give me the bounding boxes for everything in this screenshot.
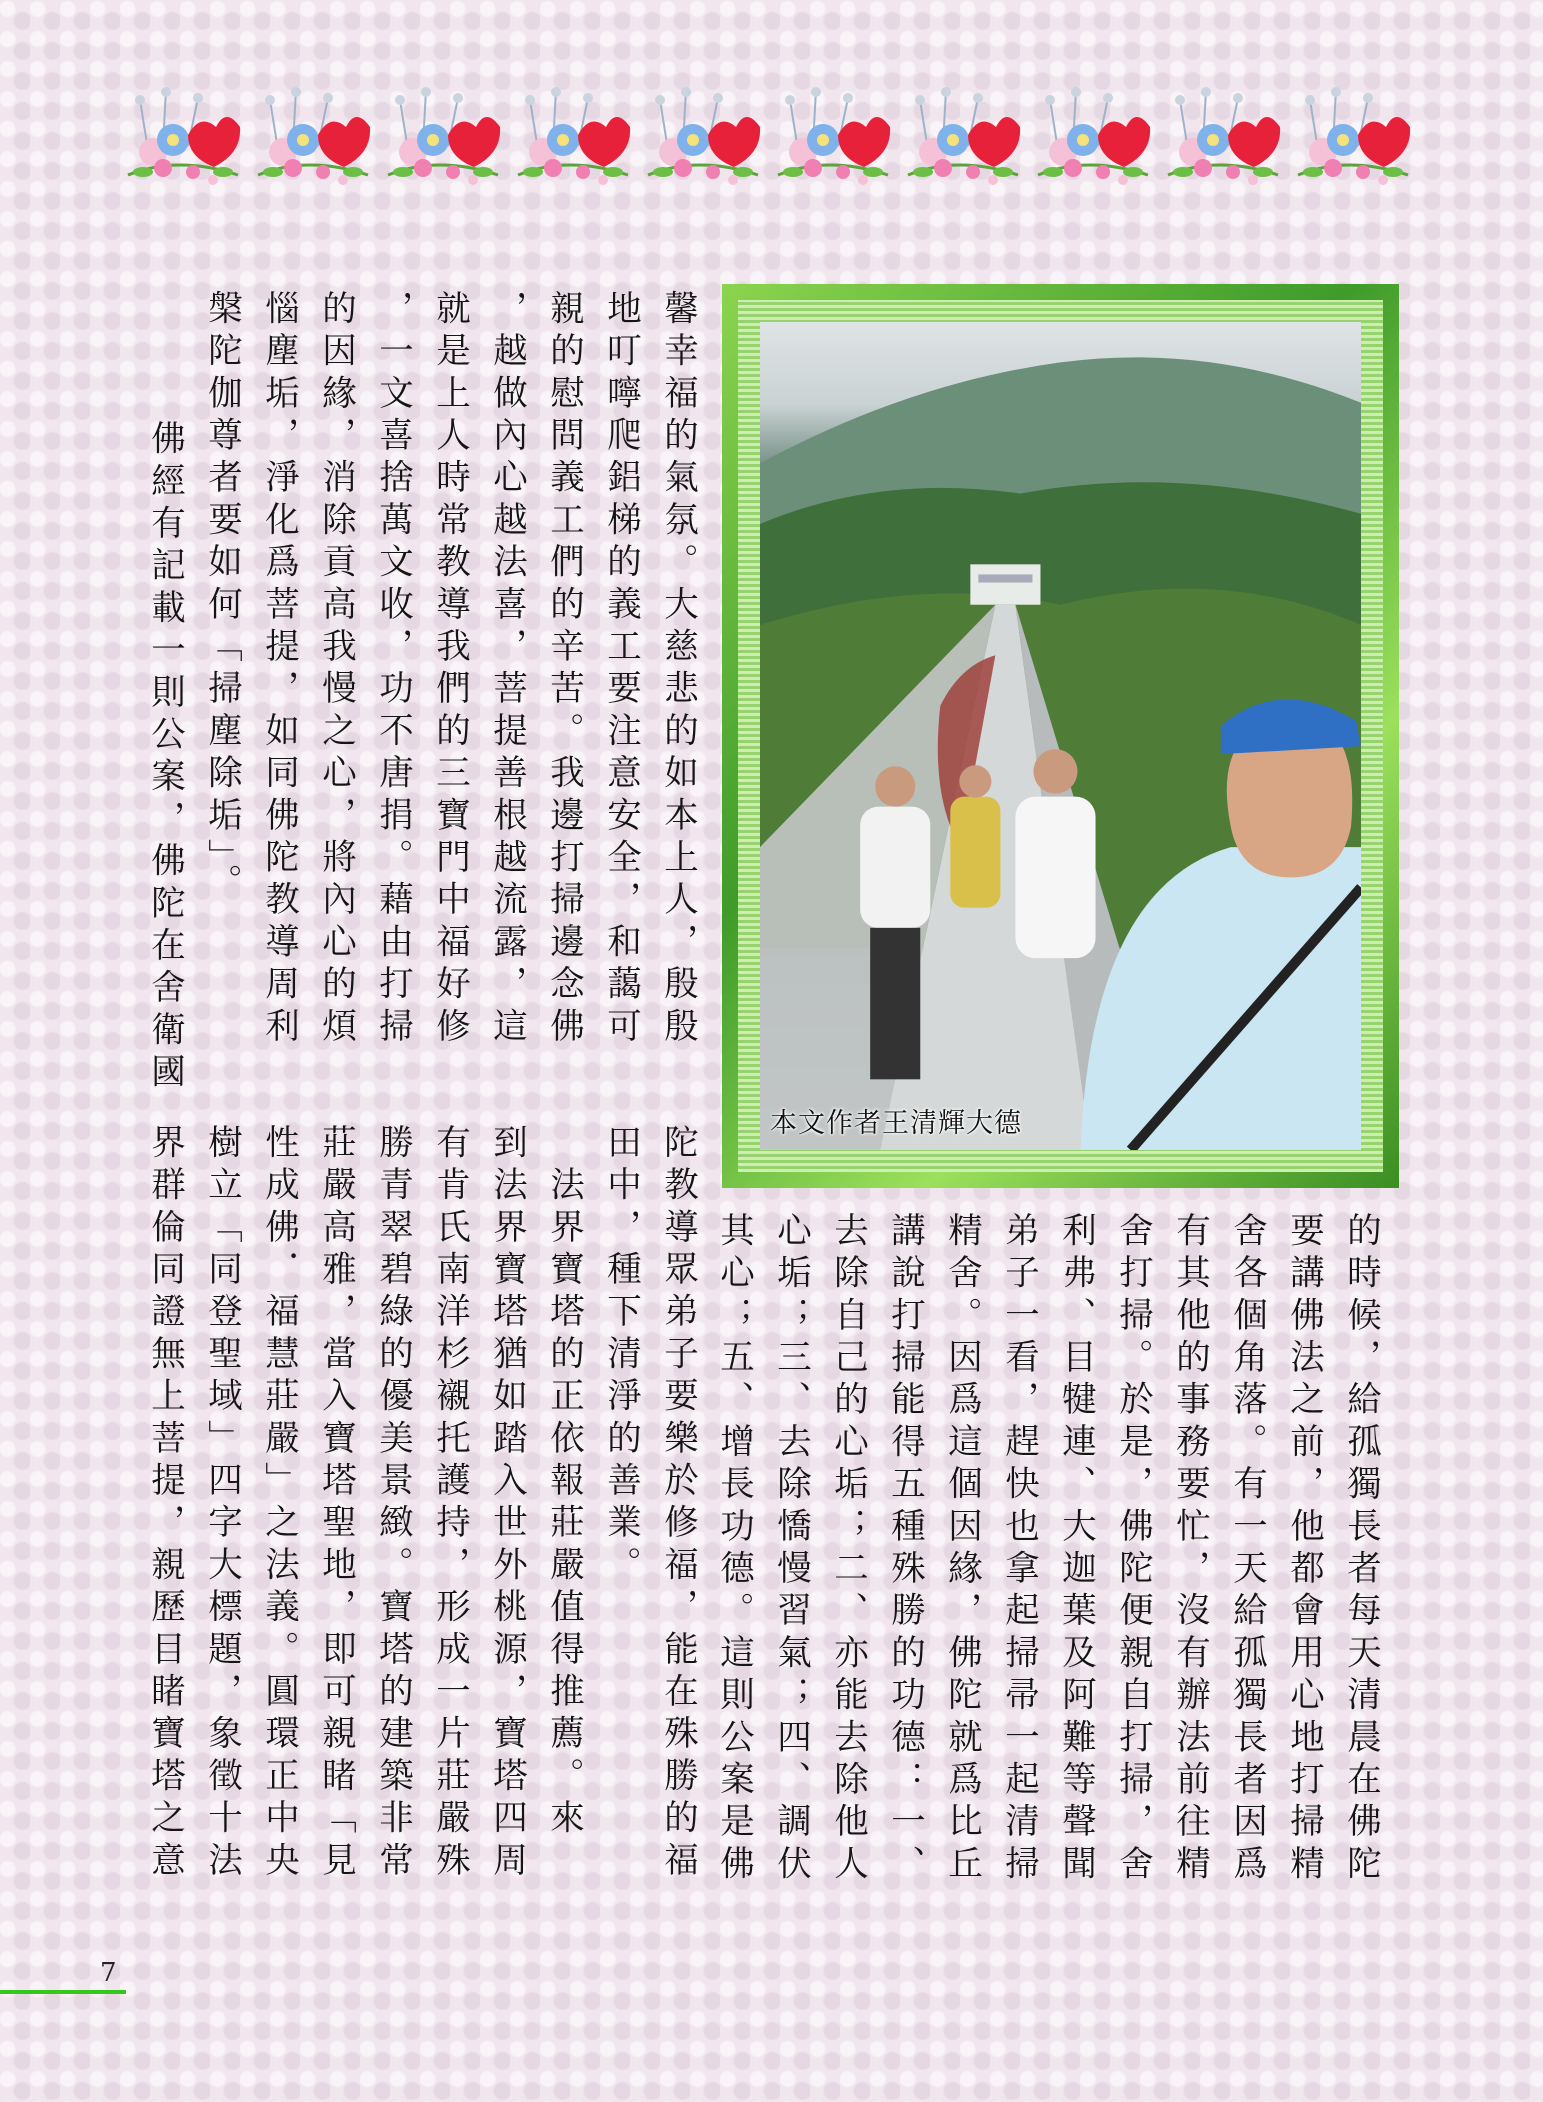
upper-column-10: 佛經有記載一則公案，佛陀在舍衛國 [144,378,185,1096]
upper-column-4: ，越做內心越法喜，菩提善根越流露，這 [486,290,527,1050]
lower-right-column-4: 有其他的事務要忙，沒有辦法前往精 [1169,1212,1210,1888]
photo-frame-inner [738,300,1383,1172]
lower-left-column-8: 性成佛．福慧莊嚴」之法義。圓環正中央 [258,1124,299,1884]
lower-left-column-1: 陀教導眾弟子要樂於修福，能在殊勝的福 [657,1124,698,1884]
photo-frame [722,284,1399,1188]
lower-right-column-11: 心垢；三、去除憍慢習氣；四、調伏 [770,1212,811,1888]
lower-left-column-10: 界群倫同證無上菩提，親歷目睹寶塔之意 [144,1124,185,1884]
lower-right-column-5: 舍打掃。於是，佛陀便親自打掃，舍 [1112,1212,1153,1888]
lower-right-column-7: 弟子一看，趕快也拿起掃帚一起清掃 [998,1212,1039,1888]
author-photo [760,322,1361,1150]
lower-left-column-2: 田中，種下清淨的善業。 [600,1124,641,1589]
upper-column-2: 地叮嚀爬鋁梯的義工要注意安全，和藹可 [600,290,641,1050]
lower-right-column-3: 舍各個角落。有一天給孤獨長者因爲 [1226,1212,1267,1888]
upper-column-6: ，一文喜捨萬文收，功不唐捐。藉由打掃 [372,290,413,1050]
upper-column-8: 惱塵垢，淨化爲菩提，如同佛陀教導周利 [258,290,299,1050]
page-rule [0,1990,126,1994]
lower-left-column-3: 法界寶塔的正依報莊嚴值得推薦。來 [543,1124,584,1842]
author-photo-graphic [760,322,1361,1150]
lower-left-column-7: 莊嚴高雅，當入寶塔聖地，即可親睹「見 [315,1124,356,1884]
lower-right-column-8: 精舍。因爲這個因緣，佛陀就爲比丘 [941,1212,982,1888]
lower-left-column-4: 到法界寶塔猶如踏入世外桃源，寶塔四周 [486,1124,527,1884]
lower-right-column-10: 去除自己的心垢；二、亦能去除他人 [827,1212,868,1888]
upper-column-5: 就是上人時常教導我們的三寶門中福好修 [429,290,470,1050]
upper-column-1: 馨幸福的氣氛。大慈悲的如本上人，殷殷 [657,290,698,1050]
lower-left-column-5: 有肯氏南洋杉襯托護持，形成一片莊嚴殊 [429,1124,470,1884]
lower-left-column-6: 勝青翠碧綠的優美景緻。寶塔的建築非常 [372,1124,413,1884]
upper-column-7: 的因緣，消除貢高我慢之心，將內心的煩 [315,290,356,1050]
lower-right-column-1: 的時候，給孤獨長者每天清晨在佛陀 [1340,1212,1381,1888]
lower-right-column-2: 要講佛法之前，他都會用心地打掃精 [1283,1212,1324,1888]
lower-right-column-6: 利弗、目犍連、大迦葉及阿難等聲聞 [1055,1212,1096,1888]
upper-column-9: 槃陀伽尊者要如何「掃塵除垢」。 [201,290,242,906]
lower-right-column-9: 講說打掃能得五種殊勝的功德：一、 [884,1212,925,1888]
page-number: 7 [100,1958,117,1988]
lower-right-column-12: 其心；五、增長功德。這則公案是佛 [713,1212,754,1888]
photo-caption: 本文作者王清輝大德 [770,1108,1022,1139]
upper-column-3: 親的慰問義工們的辛苦。我邊打掃邊念佛 [543,290,584,1050]
floral-border [118,80,1423,210]
floral-border-graphic [118,80,1423,210]
lower-left-column-9: 樹立「同登聖域」四字大標題，象徵十法 [201,1124,242,1884]
